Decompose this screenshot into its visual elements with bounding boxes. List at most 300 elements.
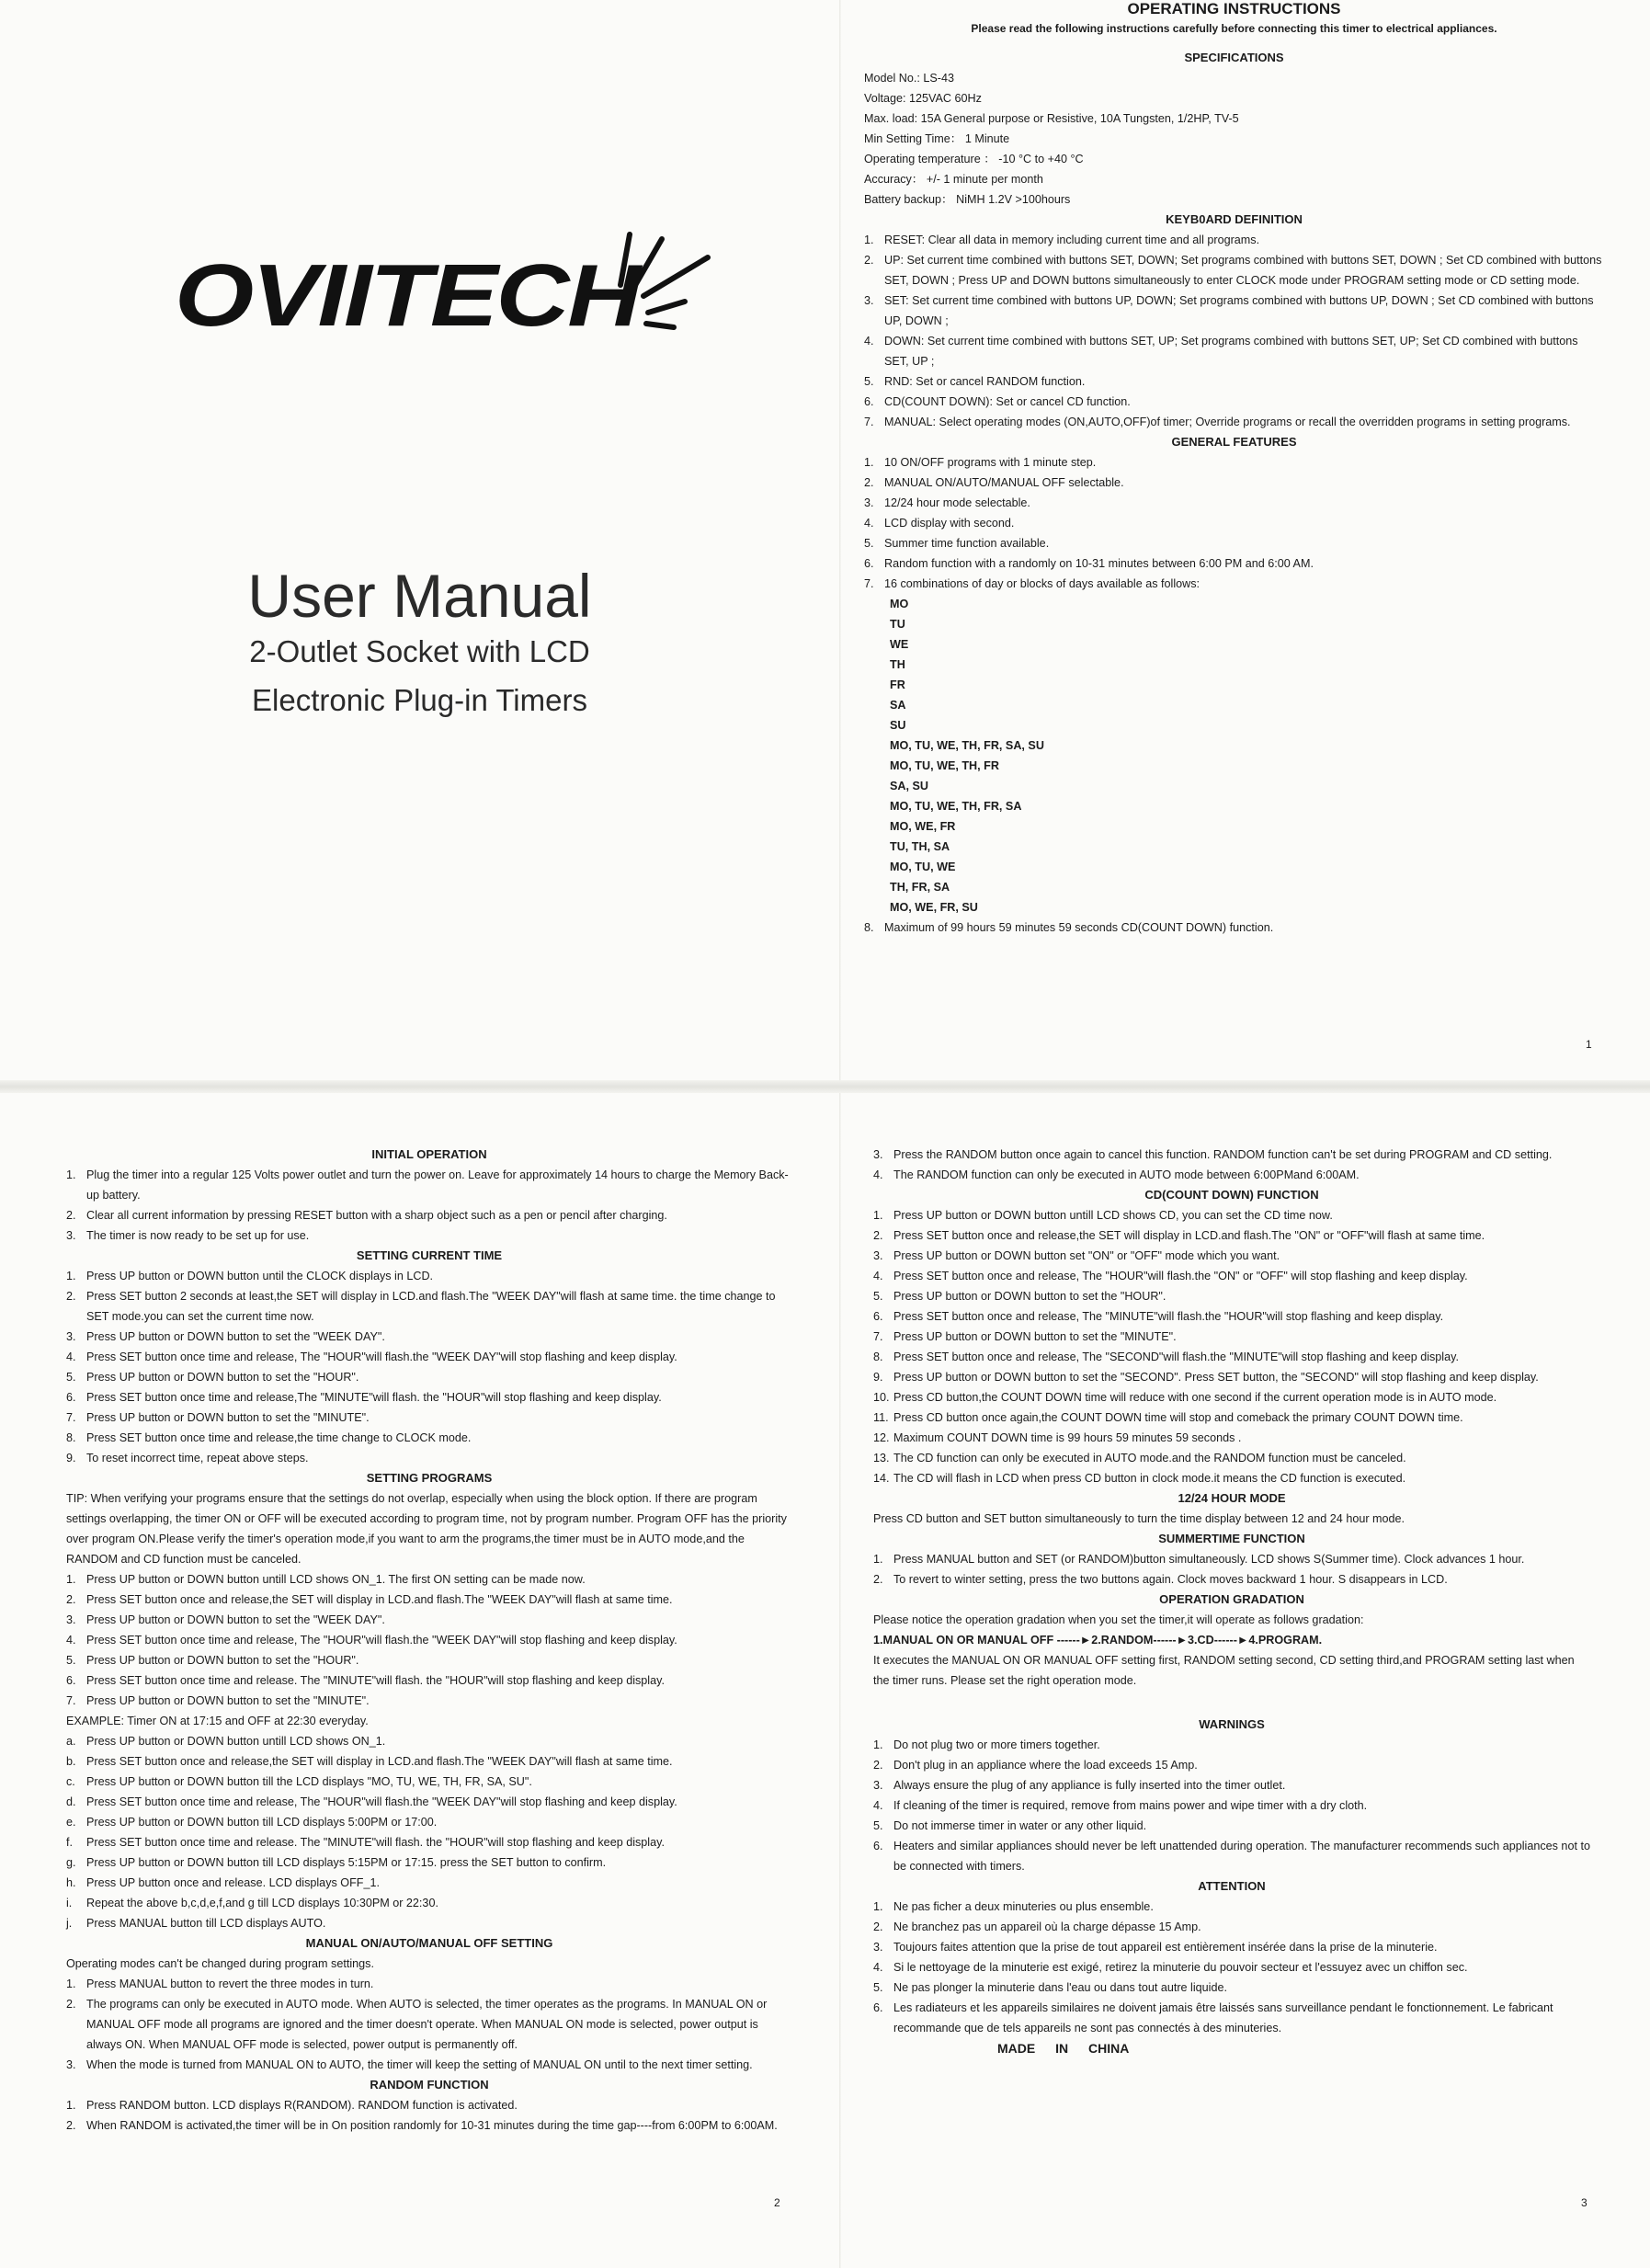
item-text: RESET: Clear all data in memory including current time and all programs. [884, 234, 1260, 246]
day-combination: MO, WE, FR, SU [890, 901, 978, 914]
gradation-text: It executes the MANUAL ON OR MANUAL OFF setting first, RANDOM setting second, CD setting third,and PROGRAM setting last when the timer runs. Please set the right operation mode. [873, 1654, 1575, 1687]
item-text: Repeat the above b,c,d,e,f,and g till LCD displays 10:30PM or 22:30. [86, 1897, 438, 1909]
item-text: Press UP button or DOWN button to set the "WEEK DAY". [86, 1613, 385, 1626]
list-item [66, 1691, 792, 1711]
item-number: b. [66, 1755, 76, 1768]
item-number: 2. [66, 1998, 76, 2011]
day-combination: WE [890, 638, 909, 651]
item-number: 9. [873, 1371, 883, 1384]
operating-instructions-heading: OPERATING INSTRUCTIONS [1127, 0, 1341, 17]
item-number: 8. [864, 921, 874, 934]
item-text: The CD function can only be executed in AUTO mode.and the RANDOM function must be canceled. [893, 1452, 1406, 1465]
item-text: If cleaning of the timer is required, remove from mains power and wipe timer with a dry cloth. [893, 1799, 1368, 1812]
day-combination: TU, TH, SA [890, 840, 950, 853]
item-text: Press UP button once and release. LCD displays OFF_1. [86, 1876, 380, 1889]
list-item [66, 1751, 792, 1772]
item-number: 4. [873, 1799, 883, 1812]
item-number: 1. [66, 1977, 76, 1990]
list-item [873, 1897, 1590, 1917]
list-item [864, 553, 1604, 574]
item-text: Press SET button once and release, The "MINUTE"will flash.the "HOUR"will stop flashing and keep display. [893, 1310, 1444, 1323]
item-number: 4. [66, 1634, 76, 1647]
made-in-text: MADE IN CHINA [997, 2041, 1130, 2056]
cover-subtitle-1: 2-Outlet Socket with LCD [249, 634, 590, 668]
attention-list [873, 1897, 1590, 2038]
spec-item: Max. load: 15A General purpose or Resistive, 10A Tungsten, 1/2HP, TV-5 [864, 112, 1239, 125]
item-number: 9. [66, 1452, 76, 1465]
list-item [864, 392, 1604, 412]
list-item [864, 473, 1604, 493]
item-number: 3. [873, 1779, 883, 1792]
item-number: 1. [873, 1209, 883, 1222]
item-text: Press RANDOM button. LCD displays R(RANDOM). RANDOM function is activated. [86, 2099, 518, 2112]
item-text: Press SET button once and release,the SET will display in LCD.and flash.The "ON" or "OFF"will flash at same time. [893, 1229, 1485, 1242]
day-combination: MO, WE, FR [890, 820, 956, 833]
feature-item [864, 917, 1604, 938]
item-number: 1. [864, 456, 874, 469]
list-item [66, 1266, 792, 1286]
list-item [873, 1145, 1590, 1165]
item-text: Ne pas ficher a deux minuteries ou plus ensemble. [893, 1900, 1154, 1913]
item-number: 1. [864, 234, 874, 246]
item-number: 7. [864, 416, 874, 428]
item-text: Don't plug in an appliance where the load exceeds 15 Amp. [893, 1759, 1198, 1772]
item-text: DOWN: Set current time combined with buttons SET, UP; Set programs combined with buttons SET, UP; Set CD combined with buttons SET, UP ; [884, 335, 1578, 368]
item-text: Press SET button once and release, The "SECOND"will flash.the "MINUTE"will stop flashing and keep display. [893, 1351, 1459, 1363]
item-text: To revert to winter setting, press the two buttons again. Clock moves backward 1 hour. S disappears in LCD. [893, 1573, 1448, 1586]
setting-programs-list [66, 1569, 792, 1711]
item-number: 6. [66, 1391, 76, 1404]
list-item [66, 2095, 792, 2115]
item-number: 5. [66, 1654, 76, 1667]
list-item [66, 1832, 792, 1852]
item-number: 3. [66, 1613, 76, 1626]
item-number: 2. [864, 476, 874, 489]
item-number: 1. [66, 2099, 76, 2112]
list-item [873, 1205, 1590, 1225]
list-item [873, 1286, 1590, 1306]
item-number: 2. [873, 1920, 883, 1933]
manual-setting-heading: MANUAL ON/AUTO/MANUAL OFF SETTING [305, 1936, 553, 1950]
day-combination: MO, TU, WE, TH, FR, SA [890, 800, 1022, 813]
item-number: h. [66, 1876, 76, 1889]
manual-intro-text: Operating modes can't be changed during program settings. [66, 1957, 374, 1970]
item-text: Clear all current information by pressing RESET button with a sharp object such as a pen or pencil after charging. [86, 1209, 667, 1222]
day-combination: SU [890, 719, 906, 732]
list-item [66, 1731, 792, 1751]
item-text: SET: Set current time combined with buttons UP, DOWN; Set programs combined with buttons UP, DOWN ; Set CD combined with buttons UP, DOWN ; [884, 294, 1594, 327]
item-number: i. [66, 1897, 73, 1909]
item-text: Press UP button or DOWN button to set the "SECOND". Press SET button, the "SECOND" will stop flashing and keep display. [893, 1371, 1539, 1384]
list-item [66, 1630, 792, 1650]
item-number: c. [66, 1775, 75, 1788]
item-text: Random function with a randomly on 10-31 minutes between 6:00 PM and 6:00 AM. [884, 557, 1314, 570]
list-item [66, 1994, 792, 2055]
list-item [66, 1367, 792, 1387]
page-1 [864, 0, 1604, 1085]
intro-text: Please read the following instructions carefully before connecting this timer to electrical appliances. [971, 22, 1497, 35]
warnings-heading: WARNINGS [1199, 1717, 1265, 1731]
item-number: 6. [864, 395, 874, 408]
list-item [66, 2055, 792, 2075]
item-number: 6. [873, 1840, 883, 1852]
item-text: Summer time function available. [884, 537, 1050, 550]
item-number: 7. [66, 1411, 76, 1424]
count-down-list [873, 1205, 1590, 1488]
item-text: CD(COUNT DOWN): Set or cancel CD function. [884, 395, 1131, 408]
item-text: Plug the timer into a regular 125 Volts power outlet and turn the power on. Leave for approximately 14 hours to charge the Memory Back-up battery. [86, 1168, 789, 1202]
item-text: Toujours faites attention que la prise de tout appareil est entièrement insérée dans la prise de la minuterie. [893, 1941, 1438, 1954]
item-number: 12. [873, 1431, 890, 1444]
item-text: Press UP button or DOWN button untill LCD shows CD, you can set the CD time now. [893, 1209, 1333, 1222]
list-item [873, 1246, 1590, 1266]
item-number: d. [66, 1795, 76, 1808]
list-item [873, 1998, 1590, 2038]
day-combination: MO, TU, WE, TH, FR [890, 759, 999, 772]
item-number: 5. [873, 1981, 883, 1994]
item-number: 5. [864, 375, 874, 388]
item-text: Press UP button or DOWN button till LCD displays 5:15PM or 17:15. press the SET button to confirm. [86, 1856, 607, 1869]
list-item [873, 1549, 1590, 1569]
item-number: 8. [66, 1431, 76, 1444]
item-number: 2. [873, 1229, 883, 1242]
item-text: UP: Set current time combined with buttons SET, DOWN; Set programs combined with buttons SET, DOWN ; Set CD combined with buttons SET, DOWN ; Press UP and DOWN buttons simultaneously to enter CLOCK mode under PROGRAM setting mode or CD setting mode. [884, 254, 1602, 287]
list-item [66, 1428, 792, 1448]
list-item [66, 1387, 792, 1408]
list-item [873, 1917, 1590, 1937]
spec-item: Model No.: LS-43 [864, 72, 955, 85]
list-item [66, 1792, 792, 1812]
item-text: Do not plug two or more timers together. [893, 1738, 1100, 1751]
day-combination: MO [890, 598, 909, 610]
page-2 [66, 1145, 792, 2257]
page-number: 2 [774, 2196, 780, 2209]
item-text: RND: Set or cancel RANDOM function. [884, 375, 1086, 388]
item-text: Press UP button or DOWN button untill LCD shows ON_1. The first ON setting can be made now. [86, 1573, 586, 1586]
list-item [864, 250, 1604, 291]
item-text: Press SET button once time and release, The "HOUR"will flash.the "WEEK DAY"will stop flashing and keep display. [86, 1351, 677, 1363]
item-text: MANUAL ON/AUTO/MANUAL OFF selectable. [884, 476, 1124, 489]
item-number: a. [66, 1735, 76, 1748]
list-item [873, 1957, 1590, 1977]
keyboard-definition-list [864, 230, 1604, 432]
item-number: j. [66, 1917, 73, 1930]
list-item [873, 1408, 1590, 1428]
list-item [873, 1977, 1590, 1998]
item-number: 3. [873, 1941, 883, 1954]
item-text: To reset incorrect time, repeat above steps. [86, 1452, 309, 1465]
item-number: 5. [873, 1290, 883, 1303]
list-item [66, 1893, 792, 1913]
list-item [66, 1974, 792, 1994]
item-text: Press UP button or DOWN button to set the "HOUR". [86, 1371, 359, 1384]
item-number: 2. [864, 254, 874, 267]
item-text: Press MANUAL button and SET (or RANDOM)button simultaneously. LCD shows S(Summer time). Clock advances 1 hour. [893, 1553, 1525, 1566]
item-text: MANUAL: Select operating modes (ON,AUTO,OFF)of timer; Override programs or recall the overridden programs in setting programs. [884, 416, 1571, 428]
item-number: 3. [864, 496, 874, 509]
item-text: Press UP button or DOWN button to set the "MINUTE". [893, 1330, 1177, 1343]
item-number: f. [66, 1836, 73, 1849]
item-number: 7. [66, 1694, 76, 1707]
item-number: 3. [873, 1249, 883, 1262]
list-item [66, 1852, 792, 1873]
warnings-list [873, 1735, 1590, 1876]
initial-operation-list [66, 1165, 792, 1246]
setting-current-time-heading: SETTING CURRENT TIME [356, 1248, 503, 1262]
list-item [873, 1468, 1590, 1488]
specifications-heading: SPECIFICATIONS [1184, 51, 1284, 64]
item-number: 4. [66, 1351, 76, 1363]
item-number: 2. [873, 1759, 883, 1772]
list-item [864, 533, 1604, 553]
spec-item: Min Setting Time： 1 Minute [864, 132, 1010, 145]
list-item [66, 1286, 792, 1327]
item-text: Press UP button or DOWN button till LCD displays 5:00PM or 17:00. [86, 1816, 438, 1829]
item-text: Press CD button once again,the COUNT DOWN time will stop and comeback the primary COUNT DOWN time. [893, 1411, 1463, 1424]
item-text: Press UP button or DOWN button to set the "HOUR". [86, 1654, 359, 1667]
svg-text:OVIITECH: OVIITECH [175, 246, 643, 331]
gradation-intro-text: Please notice the operation gradation when you set the timer,it will operate as follows gradation: [873, 1613, 1364, 1626]
list-item [864, 291, 1604, 331]
item-text: Les radiateurs et les appareils similaires ne doivent jamais être laissés sans surveillance pendant le fonctionnement. Le fabricant recommande que de tels appareils ne sont pas connectés à des minuteries. [893, 2001, 1553, 2034]
list-item [864, 371, 1604, 392]
summertime-list [873, 1549, 1590, 1590]
item-text: Always ensure the plug of any appliance is fully inserted into the timer outlet. [893, 1779, 1286, 1792]
keyboard-definition-heading: KEYB0ARD DEFINITION [1166, 212, 1303, 226]
item-number: 5. [864, 537, 874, 550]
item-text: Press SET button once and release,the SET will display in LCD.and flash.The "WEEK DAY"will flash at same time. [86, 1593, 673, 1606]
list-item [864, 230, 1604, 250]
item-text: 16 combinations of day or blocks of days available as follows: [884, 577, 1201, 590]
item-number: 2. [66, 1209, 76, 1222]
item-text: When RANDOM is activated,the timer will be in On position randomly for 10-31 minutes during the time gap----from 6:00PM to 6:00AM. [86, 2119, 778, 2132]
item-number: 4. [873, 1168, 883, 1181]
brand-logo-graphic [170, 211, 722, 331]
list-item [66, 1225, 792, 1246]
list-item [873, 1795, 1590, 1816]
item-number: 3. [66, 1229, 76, 1242]
list-item [66, 1569, 792, 1590]
item-number: 6. [66, 1674, 76, 1687]
item-text: Si le nettoyage de la minuterie est exigé, retirez la minuterie du pouvoir secteur et l'essuyez avec un chiffon sec. [893, 1961, 1468, 1974]
cover-panel [0, 0, 839, 1085]
hour-mode-heading: 12/24 HOUR MODE [1178, 1491, 1286, 1505]
day-combinations-list [864, 594, 1604, 917]
list-item [66, 1873, 792, 1893]
item-text: Press SET button once time and release. The "MINUTE"will flash. the "HOUR"will stop flashing and keep display. [86, 1836, 665, 1849]
list-item [873, 1448, 1590, 1468]
day-combination: TU [890, 618, 905, 631]
list-item [873, 1755, 1590, 1775]
summertime-heading: SUMMERTIME FUNCTION [1158, 1532, 1305, 1545]
list-item [66, 1650, 792, 1670]
item-text: LCD display with second. [884, 517, 1015, 530]
item-number: 2. [66, 1593, 76, 1606]
item-number: 3. [66, 2058, 76, 2071]
item-number: 1. [66, 1573, 76, 1586]
list-item [873, 1225, 1590, 1246]
day-combination: MO, TU, WE [890, 860, 956, 873]
item-text: Press SET button once time and release,The "MINUTE"will flash. the "HOUR"will stop flashing and keep display. [86, 1391, 662, 1404]
list-item [66, 1205, 792, 1225]
brand-logo [170, 211, 722, 331]
list-item [864, 452, 1604, 473]
item-text: Press SET button once time and release,the time change to CLOCK mode. [86, 1431, 472, 1444]
item-number: 1. [66, 1168, 76, 1181]
random-function-heading: RANDOM FUNCTION [370, 2078, 489, 2091]
item-number: 5. [873, 1819, 883, 1832]
list-item [873, 1347, 1590, 1367]
list-item [873, 1428, 1590, 1448]
item-text: 12/24 hour mode selectable. [884, 496, 1030, 509]
example-steps-list [66, 1731, 792, 1933]
item-text: Press MANUAL button to revert the three modes in turn. [86, 1977, 374, 1990]
list-item [66, 1772, 792, 1792]
item-text: Press UP button or DOWN button to set the "MINUTE". [86, 1411, 370, 1424]
item-number: 13. [873, 1452, 890, 1465]
list-item [864, 574, 1604, 594]
list-item [66, 1327, 792, 1347]
item-text: Press UP button or DOWN button to set the "MINUTE". [86, 1694, 370, 1707]
item-text: When the mode is turned from MANUAL ON to AUTO, the timer will keep the setting of MANUAL ON until to the next timer setting. [86, 2058, 753, 2071]
item-number: 5. [66, 1371, 76, 1384]
item-text: The RANDOM function can only be executed in AUTO mode between 6:00PMand 6:00AM. [893, 1168, 1360, 1181]
item-text: Press UP button or DOWN button till the LCD displays "MO, TU, WE, TH, FR, SA, SU". [86, 1775, 532, 1788]
item-text: Maximum of 99 hours 59 minutes 59 seconds CD(COUNT DOWN) function. [884, 921, 1274, 934]
item-number: 8. [873, 1351, 883, 1363]
list-item [873, 1569, 1590, 1590]
item-number: 2. [873, 1573, 883, 1586]
spec-item: Battery backup： NiMH 1.2V >100hours [864, 193, 1071, 206]
list-item [873, 1306, 1590, 1327]
item-number: 6. [873, 2001, 883, 2014]
item-number: 6. [873, 1310, 883, 1323]
page-fold-vertical [839, 0, 841, 2268]
item-number: 14. [873, 1472, 890, 1485]
item-text: Press SET button 2 seconds at least,the SET will display in LCD.and flash.The "WEEK DAY"will flash at same time. the time change to SET mode.you can set the current time now. [86, 1290, 776, 1323]
item-number: 7. [864, 577, 874, 590]
list-item [66, 2115, 792, 2136]
item-number: 4. [873, 1270, 883, 1282]
general-features-heading: GENERAL FEATURES [1171, 435, 1297, 449]
initial-operation-heading: INITIAL OPERATION [371, 1147, 487, 1161]
day-combination: SA, SU [890, 780, 928, 792]
list-item [873, 1165, 1590, 1185]
list-item [864, 493, 1604, 513]
day-combination: TH, FR, SA [890, 881, 950, 894]
day-combination: SA [890, 699, 906, 712]
random-function-list [66, 2095, 792, 2136]
page-number: 3 [1581, 2196, 1587, 2209]
item-text: Do not immerse timer in water or any other liquid. [893, 1819, 1147, 1832]
day-combination: FR [890, 678, 905, 691]
list-item [66, 1347, 792, 1367]
item-number: 2. [66, 2119, 76, 2132]
item-number: 1. [873, 1738, 883, 1751]
list-item [873, 1836, 1590, 1876]
list-item [873, 1266, 1590, 1286]
item-text: The CD will flash in LCD when press CD button in clock mode.it means the CD function is executed. [893, 1472, 1406, 1485]
setting-current-time-list [66, 1266, 792, 1468]
item-text: Press UP button or DOWN button until the CLOCK displays in LCD. [86, 1270, 434, 1282]
item-text: Ne branchez pas un appareil où la charge dépasse 15 Amp. [893, 1920, 1201, 1933]
item-text: Ne pas plonger la minuterie dans l'eau ou dans tout autre liquide. [893, 1981, 1227, 1994]
item-number: 11. [873, 1411, 889, 1424]
list-item [873, 1937, 1590, 1957]
list-item [864, 331, 1604, 371]
item-number: 4. [873, 1961, 883, 1974]
spec-item: Voltage: 125VAC 60Hz [864, 92, 982, 105]
general-features-list [864, 452, 1604, 594]
item-text: Press UP button or DOWN button to set the "WEEK DAY". [86, 1330, 385, 1343]
item-number: 1. [873, 1900, 883, 1913]
count-down-heading: CD(COUNT DOWN) FUNCTION [1144, 1188, 1319, 1202]
item-text: Heaters and similar appliances should never be left unattended during operation. The manufacturer recommends such appliances not to be connected with timers. [893, 1840, 1590, 1873]
item-text: Press SET button once time and release. The "MINUTE"will flash. the "HOUR"will stop flashing and keep display. [86, 1674, 665, 1687]
item-text: Press UP button or DOWN button untill LCD shows ON_1. [86, 1735, 386, 1748]
attention-heading: ATTENTION [1198, 1879, 1266, 1893]
hour-mode-text: Press CD button and SET button simultaneously to turn the time display between 12 and 24 hour mode. [873, 1512, 1405, 1525]
list-item [66, 1670, 792, 1691]
example-text: EXAMPLE: Timer ON at 17:15 and OFF at 22:30 everyday. [66, 1715, 369, 1727]
item-text: The timer is now ready to be set up for use. [86, 1229, 310, 1242]
list-item [873, 1816, 1590, 1836]
item-text: Press UP button or DOWN button set "ON" or "OFF" mode which you want. [893, 1249, 1280, 1262]
page-3 [873, 1145, 1590, 2257]
item-number: 3. [864, 294, 874, 307]
item-number: 4. [864, 517, 874, 530]
list-item [873, 1735, 1590, 1755]
list-item [66, 1590, 792, 1610]
gradation-sequence: 1.MANUAL ON OR MANUAL OFF ------►2.RANDOM------►3.CD------►4.PROGRAM. [873, 1634, 1323, 1647]
operation-gradation-heading: OPERATION GRADATION [1159, 1592, 1304, 1606]
item-number: 3. [873, 1148, 883, 1161]
list-item [66, 1165, 792, 1205]
item-text: Press UP button or DOWN button to set the "HOUR". [893, 1290, 1166, 1303]
item-number: 1. [873, 1553, 883, 1566]
item-text: Press SET button once time and release, The "HOUR"will flash.the "WEEK DAY"will stop flashing and keep display. [86, 1634, 677, 1647]
day-combination: TH [890, 658, 905, 671]
list-item [66, 1408, 792, 1428]
item-text: 10 ON/OFF programs with 1 minute step. [884, 456, 1097, 469]
tip-text: TIP: When verifying your programs ensure that the settings do not overlap, especially when using the block option. If there are program settings overlapping, the timer ON or OFF will be executed according to program time, not by program number. Program OFF has the priority over program ON.Please verify the timer's operation mode,if you want to arm the programs,the timer must be in AUTO mode,and the RANDOM and CD function must be canceled. [66, 1492, 787, 1566]
day-combination: MO, TU, WE, TH, FR, SA, SU [890, 739, 1044, 752]
list-item [864, 412, 1604, 432]
item-number: 10. [873, 1391, 890, 1404]
list-item [66, 1812, 792, 1832]
list-item [66, 1448, 792, 1468]
list-item [873, 1367, 1590, 1387]
manual-setting-list [66, 1974, 792, 2075]
item-number: 1. [66, 1270, 76, 1282]
random-function-continued-list [873, 1145, 1590, 1185]
cover-title: User Manual [247, 562, 592, 630]
item-number: 4. [864, 335, 874, 348]
item-text: Press SET button once and release,the SET will display in LCD.and flash.The "WEEK DAY"will flash at same time. [86, 1755, 673, 1768]
item-number: 3. [66, 1330, 76, 1343]
list-item [66, 1913, 792, 1933]
list-item [873, 1327, 1590, 1347]
list-item [864, 513, 1604, 533]
cover-subtitle-2: Electronic Plug-in Timers [252, 683, 587, 717]
item-number: 7. [873, 1330, 883, 1343]
item-number: g. [66, 1856, 76, 1869]
item-text: Maximum COUNT DOWN time is 99 hours 59 minutes 59 seconds . [893, 1431, 1242, 1444]
item-text: Press CD button,the COUNT DOWN time will reduce with one second if the current operation mode is in AUTO mode. [893, 1391, 1497, 1404]
list-item [66, 1610, 792, 1630]
page-number: 1 [1586, 1038, 1592, 1051]
item-number: e. [66, 1816, 76, 1829]
